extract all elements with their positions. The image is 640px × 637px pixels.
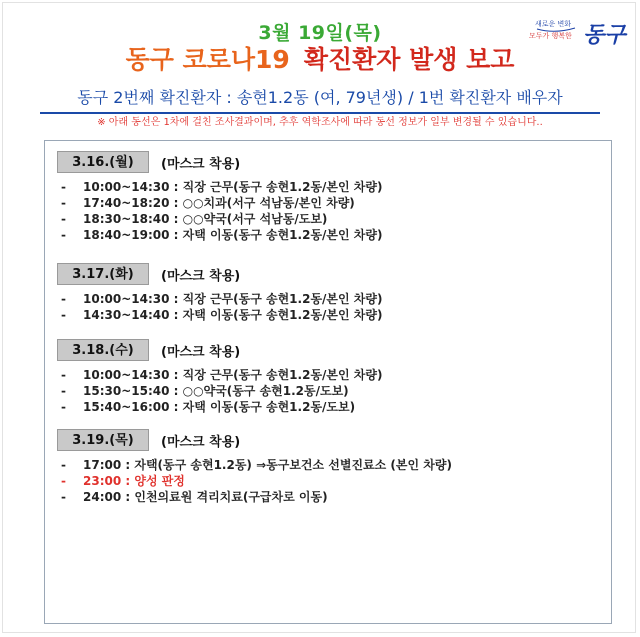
day-header xyxy=(57,429,452,451)
day-date-tag: 3.19.(목) xyxy=(57,429,149,451)
timeline-entry xyxy=(61,307,382,323)
entry-dash: - xyxy=(61,196,66,210)
entry-dash: - xyxy=(61,458,66,472)
timeline-entry xyxy=(61,291,382,307)
day-section xyxy=(57,263,382,323)
day-mask-note: (마스크 착용) xyxy=(161,268,241,284)
disclaimer-note: ※ 아래 동선은 1차에 걸친 조사결과이며, 추후 역학조사에 따라 동선 정보가 일부 변경될 수 있습니다.. xyxy=(97,117,543,128)
entry-dash: - xyxy=(61,368,66,382)
timeline-entry xyxy=(61,179,382,195)
entry-text: 23:00 : 양성 판정 xyxy=(83,474,185,488)
day-date-tag: 3.16.(월) xyxy=(57,151,149,173)
entry-dash: - xyxy=(61,400,66,414)
day-entries xyxy=(57,457,452,505)
entry-text: 17:00 : 자택(동구 송현1.2동) ⇒동구보건소 선별진료소 (본인 차량) xyxy=(83,458,452,472)
day-section xyxy=(57,429,452,505)
timeline-entry xyxy=(61,211,382,227)
entry-dash: - xyxy=(61,384,66,398)
timeline-entry-positive-result xyxy=(61,473,452,489)
timeline-entry xyxy=(61,195,382,211)
entry-text: 24:00 : 인천의료원 격리치료(구급차로 이동) xyxy=(83,490,328,504)
day-date-tag: 3.18.(수) xyxy=(57,339,149,361)
timeline-entry xyxy=(61,383,382,399)
title-region: 동구 코로나19 xyxy=(125,45,290,74)
entry-dash: - xyxy=(61,308,66,322)
logo-slogan-line1: 새로운 변화 xyxy=(535,20,572,28)
day-section xyxy=(57,339,382,415)
entry-text: 10:00~14:30 : 직장 근무(동구 송현1.2동/본인 차량) xyxy=(83,368,383,382)
day-entries xyxy=(57,179,382,243)
entry-text: 15:30~15:40 : ○○약국(동구 송현1.2동/도보) xyxy=(83,384,349,398)
report-date: 3월 19일(목) xyxy=(258,22,382,44)
timeline-entry xyxy=(61,457,452,473)
entry-dash: - xyxy=(61,474,66,488)
day-section xyxy=(57,151,382,243)
day-header xyxy=(57,151,382,173)
day-entries xyxy=(57,367,382,415)
entry-text: 17:40~18:20 : ○○치과(서구 석남동/본인 차량) xyxy=(83,196,355,210)
timeline-entry xyxy=(61,489,452,505)
day-date-tag: 3.17.(화) xyxy=(57,263,149,285)
timeline-entry xyxy=(61,227,382,243)
entry-text: 18:30~18:40 : ○○약국(서구 석남동/도보) xyxy=(83,212,328,226)
logo-name: 동구 xyxy=(583,22,626,48)
title-report: 확진환자 발생 보고 xyxy=(303,45,515,74)
day-entries xyxy=(57,291,382,323)
day-mask-note: (마스크 착용) xyxy=(161,156,241,172)
day-mask-note: (마스크 착용) xyxy=(161,434,241,450)
entry-dash: - xyxy=(61,180,66,194)
day-header xyxy=(57,339,382,361)
timeline-entry xyxy=(61,399,382,415)
donggu-logo xyxy=(527,12,635,52)
entry-text: 15:40~16:00 : 자택 이동(동구 송현1.2동/도보) xyxy=(83,400,356,414)
timeline-entry xyxy=(61,367,382,383)
logo-slogan-line2: 모두가 행복한 xyxy=(529,32,572,40)
movement-timeline xyxy=(44,140,612,624)
case-subtitle: 동구 2번째 확진환자 : 송현1.2동 (여, 79년생) / 1번 확진환자 배우자 xyxy=(40,85,600,114)
entry-text: 10:00~14:30 : 직장 근무(동구 송현1.2동/본인 차량) xyxy=(83,292,383,306)
entry-text: 18:40~19:00 : 자택 이동(동구 송현1.2동/본인 차량) xyxy=(83,228,383,242)
entry-text: 14:30~14:40 : 자택 이동(동구 송현1.2동/본인 차량) xyxy=(83,308,383,322)
entry-dash: - xyxy=(61,228,66,242)
entry-dash: - xyxy=(61,292,66,306)
entry-dash: - xyxy=(61,490,66,504)
entry-text: 10:00~14:30 : 직장 근무(동구 송현1.2동/본인 차량) xyxy=(83,180,383,194)
entry-dash: - xyxy=(61,212,66,226)
day-mask-note: (마스크 착용) xyxy=(161,344,241,360)
day-header xyxy=(57,263,382,285)
